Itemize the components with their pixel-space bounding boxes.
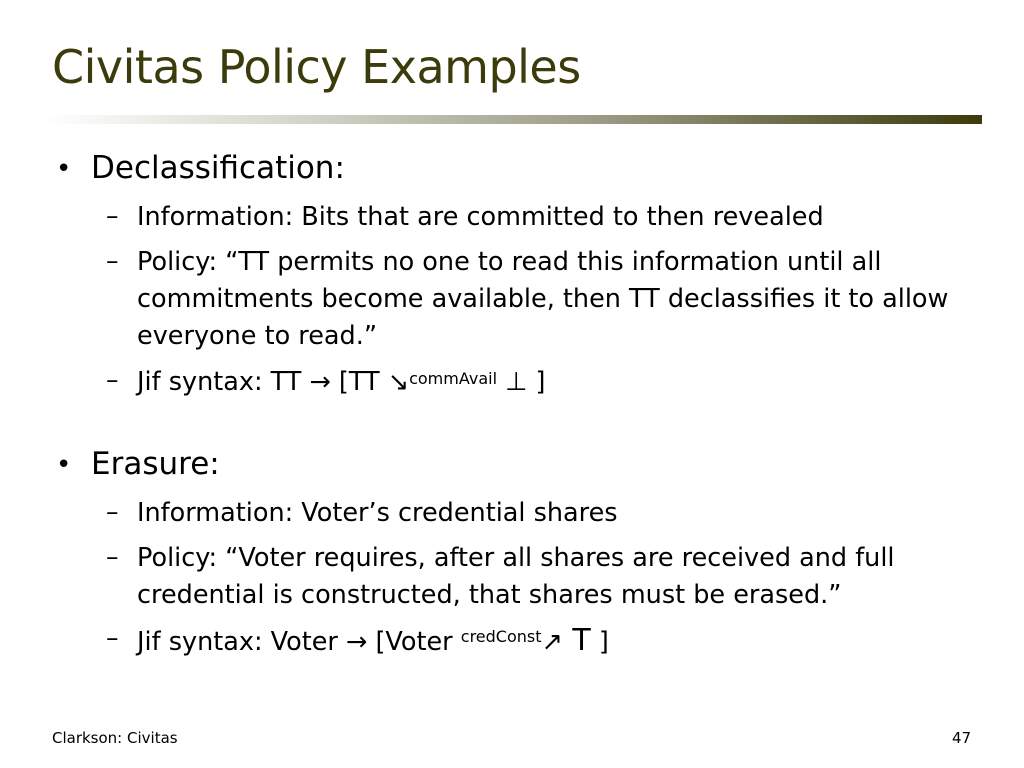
title-divider bbox=[42, 115, 982, 124]
jif-syntax-prefix: Jif syntax: Voter bbox=[137, 627, 346, 657]
declassify-arrow-icon: ↘ bbox=[387, 367, 410, 397]
erasure-policy-line-2: credential is constructed, that shares must be erased.” bbox=[137, 580, 842, 610]
jif-syntax-close: ] bbox=[590, 627, 609, 657]
dash-icon: – bbox=[106, 201, 119, 230]
slide-number: 47 bbox=[952, 729, 972, 747]
bullet-icon: • bbox=[56, 450, 72, 480]
declass-policy-line-1: Policy: “TT permits no one to read this information until all bbox=[137, 247, 882, 277]
jif-syntax-open: [Voter bbox=[367, 627, 461, 657]
section-heading-declassification: Declassification: bbox=[91, 150, 345, 186]
declass-policy-line-3: everyone to read.” bbox=[137, 321, 378, 351]
erase-arrow-icon: ↗ bbox=[541, 627, 563, 657]
jif-syntax-prefix: Jif syntax: TT bbox=[137, 367, 310, 397]
jif-condition-superscript: credConst bbox=[460, 627, 542, 646]
section-heading-erasure: Erasure: bbox=[91, 446, 220, 482]
dash-icon: – bbox=[106, 497, 119, 526]
dash-icon: – bbox=[106, 623, 119, 652]
jif-condition-superscript: commAvail bbox=[409, 369, 498, 388]
bullet-icon: • bbox=[56, 154, 72, 184]
jif-syntax-close: ] bbox=[527, 367, 546, 397]
footer-author: Clarkson: Civitas bbox=[52, 729, 178, 747]
dash-icon: – bbox=[106, 246, 119, 275]
erasure-information-text: Information: Voter’s credential shares bbox=[137, 498, 618, 528]
slide-title: Civitas Policy Examples bbox=[52, 40, 581, 94]
right-arrow-icon: → bbox=[309, 367, 331, 397]
declass-policy-line-2: commitments become available, then TT declassifies it to allow bbox=[137, 284, 949, 314]
top-symbol-icon: T bbox=[562, 623, 591, 658]
jif-syntax-open: [TT bbox=[330, 367, 388, 397]
erasure-jif-syntax bbox=[137, 622, 609, 661]
declass-jif-syntax bbox=[137, 364, 545, 401]
erasure-policy-line-1: Policy: “Voter requires, after all shares are received and full bbox=[137, 543, 895, 573]
dash-icon: – bbox=[106, 365, 119, 394]
declass-information-text: Information: Bits that are committed to then revealed bbox=[137, 202, 824, 232]
bottom-symbol-icon: ⊥ bbox=[497, 367, 528, 397]
dash-icon: – bbox=[106, 542, 119, 571]
right-arrow-icon: → bbox=[345, 627, 368, 657]
